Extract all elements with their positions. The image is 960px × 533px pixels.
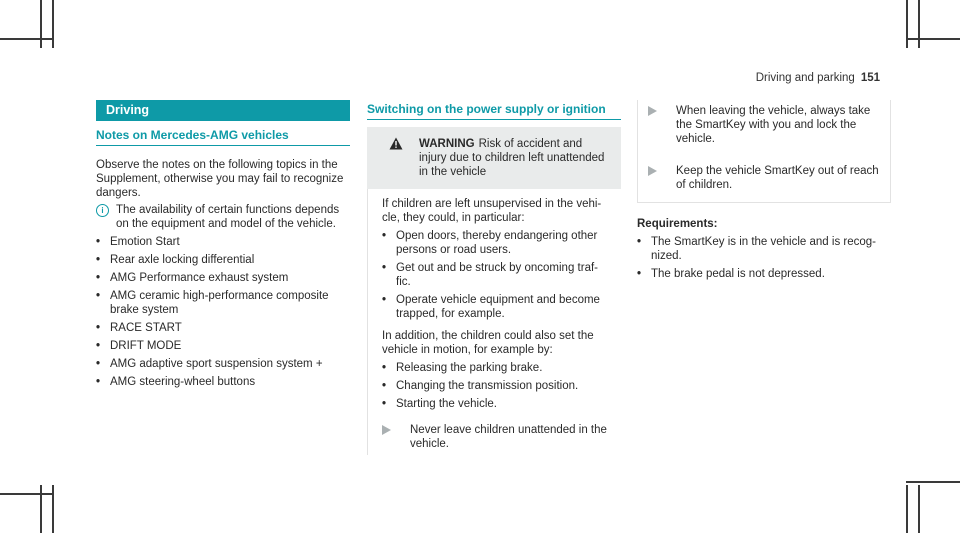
- list-item-text: Operate vehicle equipment and become trapped, for example.: [396, 294, 600, 320]
- bullet-icon: [96, 339, 110, 353]
- intro-paragraph: Observe the notes on the following topics in the Supplement, otherwise you may fail to recognize dangers.: [96, 159, 344, 199]
- column-right: [637, 100, 891, 281]
- list-item-text: AMG adaptive sport suspension system +: [110, 358, 323, 370]
- bullet-icon: [96, 271, 110, 285]
- crop-mark: [0, 493, 52, 495]
- crop-mark: [906, 0, 908, 48]
- bullet-icon: [637, 267, 651, 281]
- subheading-amg-notes: Notes on Mercedes-AMG vehicles: [96, 128, 350, 146]
- action-arrow-icon: [648, 164, 676, 192]
- list-item-text: RACE START: [110, 322, 182, 334]
- bullet-icon: [382, 261, 396, 289]
- action-arrow-icon: [648, 104, 676, 146]
- bullet-icon: [96, 289, 110, 317]
- list-item-text: AMG steering-wheel buttons: [110, 376, 256, 388]
- action-text: Keep the vehicle SmartKey out of reach of children.: [676, 165, 879, 191]
- topic-list: [96, 235, 350, 389]
- list-item: [96, 321, 350, 335]
- bullet-icon: [96, 235, 110, 249]
- bullet-icon: [96, 357, 110, 371]
- list-item-text: The brake pedal is not depressed.: [651, 268, 825, 280]
- action-step: [638, 164, 880, 192]
- crop-mark: [52, 485, 54, 533]
- bullet-icon: [96, 253, 110, 267]
- info-icon: i: [96, 204, 109, 217]
- crop-mark: [906, 38, 960, 40]
- crop-mark: [0, 38, 52, 40]
- crop-mark: [52, 0, 54, 48]
- action-text: When leaving the vehicle, always take the SmartKey with you and lock the vehicle.: [676, 105, 871, 145]
- bullet-icon: [382, 397, 396, 411]
- list-item: [382, 229, 611, 257]
- page-number: 151: [860, 72, 880, 84]
- list-item: [96, 271, 350, 285]
- crop-mark: [40, 0, 42, 48]
- list-item: [382, 379, 611, 393]
- list-item: [382, 261, 611, 289]
- motion-list: [382, 361, 611, 411]
- crop-mark: [906, 481, 960, 483]
- list-item: [96, 289, 350, 317]
- list-item-text: Rear axle locking differential: [110, 254, 255, 266]
- list-item-text: The SmartKey is in the vehicle and is recog-nized.: [651, 236, 876, 262]
- list-item-text: Changing the transmission position.: [396, 380, 579, 392]
- warning-list: [382, 229, 611, 321]
- list-item: [637, 235, 891, 263]
- warning-triangle-icon: [381, 137, 419, 179]
- note: [96, 203, 350, 231]
- bullet-icon: [382, 229, 396, 257]
- list-item-text: Open doors, thereby endangering other persons or road users.: [396, 230, 598, 256]
- list-item: [96, 253, 350, 267]
- action-arrow-icon: [382, 423, 410, 451]
- warning-content: [367, 189, 621, 455]
- warning-continuation: [637, 100, 891, 203]
- list-item: [96, 357, 350, 371]
- column-middle: [367, 100, 621, 455]
- list-item-text: Starting the vehicle.: [396, 398, 498, 410]
- list-item-text: Emotion Start: [110, 236, 180, 248]
- bullet-icon: [382, 379, 396, 393]
- list-item: [96, 375, 350, 389]
- warning-header: [381, 137, 611, 179]
- note-text: The availability of certain functions depends on the equipment and model of the vehicle.: [116, 204, 340, 230]
- list-item-text: AMG Performance exhaust system: [110, 272, 289, 284]
- crop-mark: [918, 0, 920, 48]
- list-item: [637, 267, 891, 281]
- warning-intro: If children are left unsupervised in the vehi-cle, they could, in particular:: [382, 198, 602, 224]
- bullet-icon: [96, 375, 110, 389]
- bullet-icon: [637, 235, 651, 263]
- warning-heading: [419, 137, 611, 179]
- section-bar: Driving: [96, 100, 350, 121]
- list-item: [96, 235, 350, 249]
- list-item-text: AMG ceramic high-performance composite brake system: [110, 290, 329, 316]
- subheading-power-supply: Switching on the power supply or ignition: [367, 102, 621, 120]
- list-item-text: DRIFT MODE: [110, 340, 182, 352]
- column-left: [96, 100, 350, 389]
- list-item-text: Get out and be struck by oncoming traf-fic.: [396, 262, 598, 288]
- bullet-icon: [96, 321, 110, 335]
- list-item: [382, 397, 611, 411]
- action-step: [638, 104, 880, 146]
- running-header: [756, 72, 880, 84]
- list-item: [96, 339, 350, 353]
- requirements-title: Requirements:: [637, 218, 718, 230]
- warning-title: Risk of accident and injury due to children left unattended in the vehicle: [419, 138, 605, 178]
- list-item: [382, 361, 611, 375]
- requirements-list: [637, 235, 891, 281]
- crop-mark: [918, 485, 920, 533]
- bullet-icon: [382, 361, 396, 375]
- action-text: Never leave children unattended in the vehicle.: [410, 424, 607, 450]
- list-item-text: Releasing the parking brake.: [396, 362, 543, 374]
- motion-paragraph: In addition, the children could also set the vehicle in motion, for example by:: [382, 330, 594, 356]
- list-item: [382, 293, 611, 321]
- warning-label: WARNING: [419, 138, 475, 150]
- action-step: [382, 423, 611, 451]
- crop-mark: [906, 485, 908, 533]
- warning-box: [367, 127, 621, 189]
- bullet-icon: [382, 293, 396, 321]
- header-section-title: Driving and parking: [755, 72, 855, 84]
